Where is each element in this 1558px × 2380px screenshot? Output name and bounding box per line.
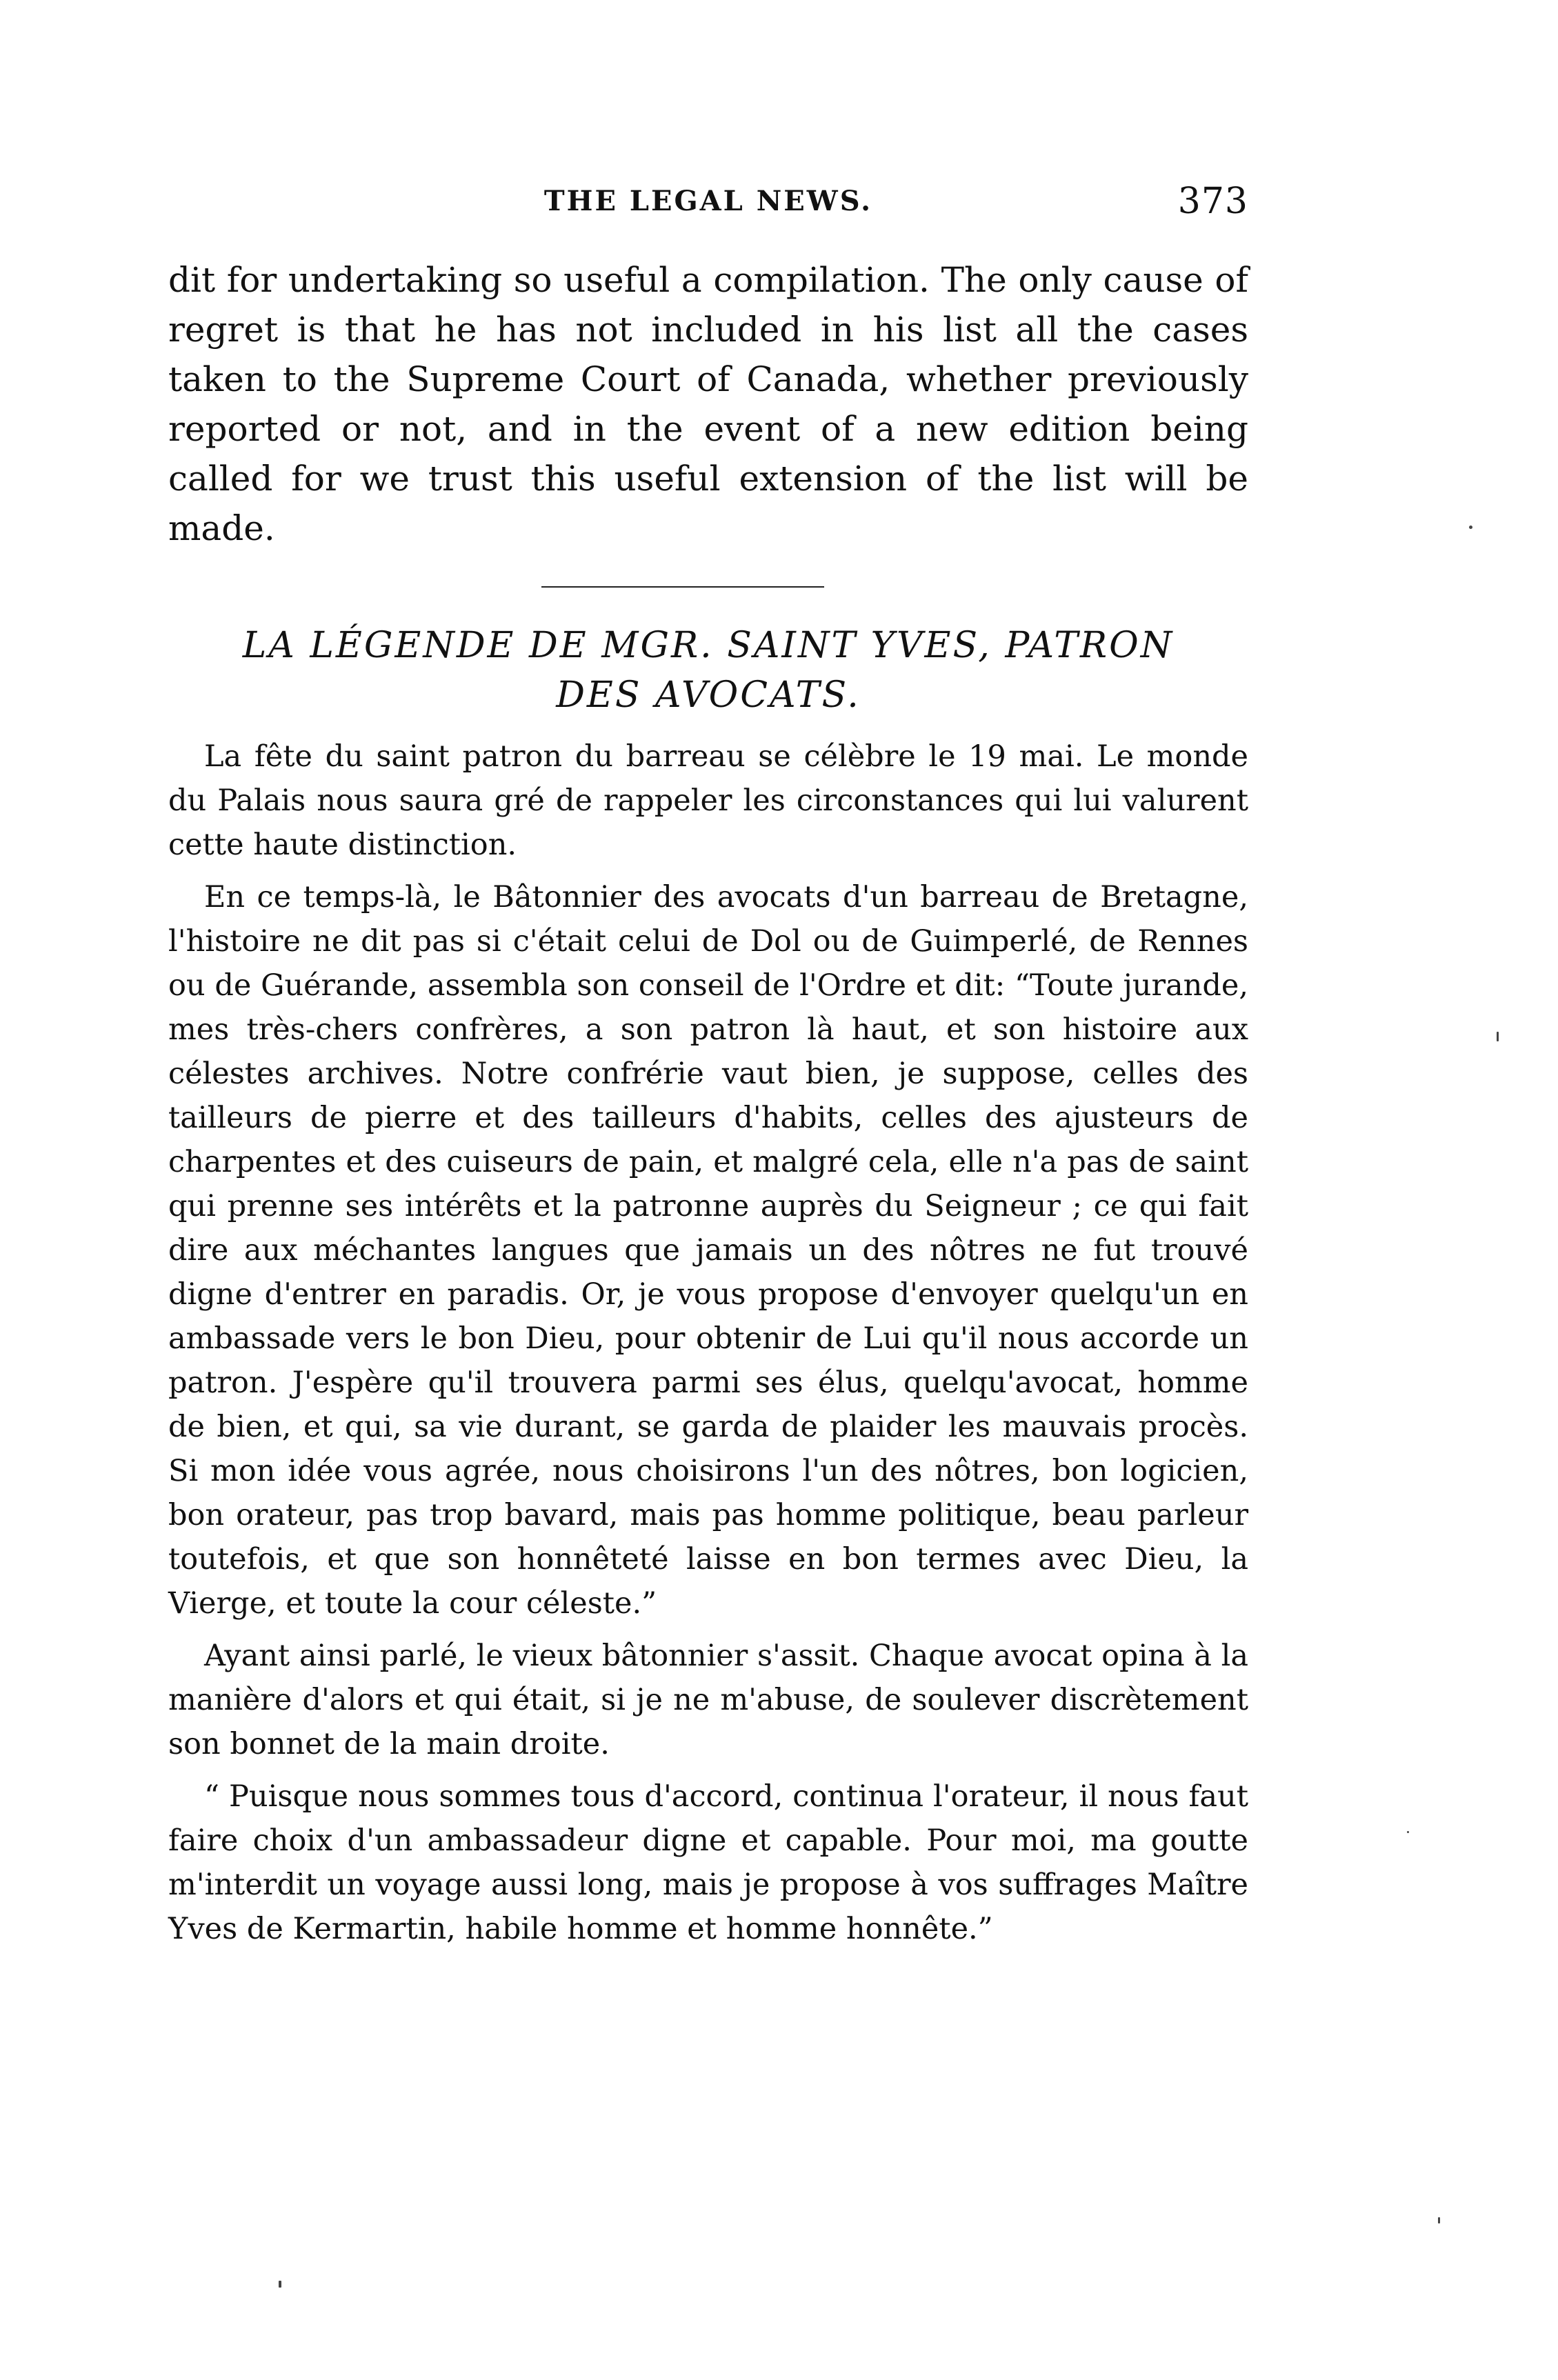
scan-speck (1407, 1831, 1409, 1833)
article-title-line-2: DES AVOCATS. (556, 674, 861, 716)
article-paragraph: En ce temps-là, le Bâtonnier des avocats d'un barreau de Bretagne, l'histoire ne dit pas si c'était celui de Dol ou de Guimperlé, de Rennes ou de Guérande, assembla son conseil de l'Ordre et dit: “Toute jurande, mes très-chers confrères, a son patron là haut, et son histoire aux célestes archives. Notre confrérie vaut bien, je suppose, celles des tailleurs de pierre et des tailleurs d'habits, celles des ajusteurs de charpentes et des cuiseurs de pain, et malgré cela, elle n'a pas de saint qui prenne ses intérêts et la patronne auprès du Seigneur ; ce qui fait dire aux méchantes langues que jamais un des nôtres ne fut trouvé digne d'entrer en paradis. Or, je vous propose d'envoyer quelqu'un en ambassade vers le bon Dieu, pour obtenir de Lui qu'il nous accorde un patron. J'espère qu'il trouvera parmi ses élus, quelqu'avocat, homme de bien, et qui, sa vie durant, se garda de plaider les mauvais procès. Si mon idée vous agrée, nous choisirons l'un des nôtres, bon logicien, bon orateur, pas trop bavard, mais pas homme politique, beau parleur toutefois, et que son honnêteté laisse en bon termes avec Dieu, la Vierge, et toute la cour céleste.” (168, 880, 1248, 1621)
intro-paragraph: dit for undertaking so useful a compilation. The only cause of regret is that he has not included in his list all the cases taken to the Supreme Court of Canada, whether previously reported or not, and in the event of a new edition being called for we trust this useful extension of the list will be made. (168, 260, 1248, 548)
article-paragraph: Ayant ainsi parlé, le vieux bâtonnier s'assit. Chaque avocat opina à la manière d'alors et qui était, si je ne m'abuse, de soulever discrètement son bonnet de la main droite. (168, 1639, 1248, 1761)
running-title: THE LEGAL NEWS. (543, 185, 873, 217)
scan-speck (1497, 1032, 1499, 1041)
scan-speck (1469, 526, 1472, 529)
article-paragraph: “ Puisque nous sommes tous d'accord, continua l'orateur, il nous faut faire choix d'un ambassadeur digne et capable. Pour moi, ma goutte m'interdit un voyage aussi long, mais je propose à vos suffrages Maître Yves de Kermartin, habile homme et homme honnête.” (168, 1779, 1248, 1946)
scan-speck (1438, 2217, 1440, 2223)
running-header (168, 181, 1248, 222)
article-paragraph: La fête du saint patron du barreau se célèbre le 19 mai. Le monde du Palais nous saura gré de rappeler les circonstances qui lui valurent cette haute distinction. (168, 739, 1248, 862)
scan-speck (279, 2281, 281, 2288)
article-title (168, 621, 1248, 720)
article-body (168, 734, 1248, 1959)
article-title-line-1: LA LÉGENDE DE MGR. SAINT YVES, PATRON (242, 625, 1175, 666)
page-number: 373 (1177, 181, 1248, 222)
section-divider (541, 586, 824, 588)
